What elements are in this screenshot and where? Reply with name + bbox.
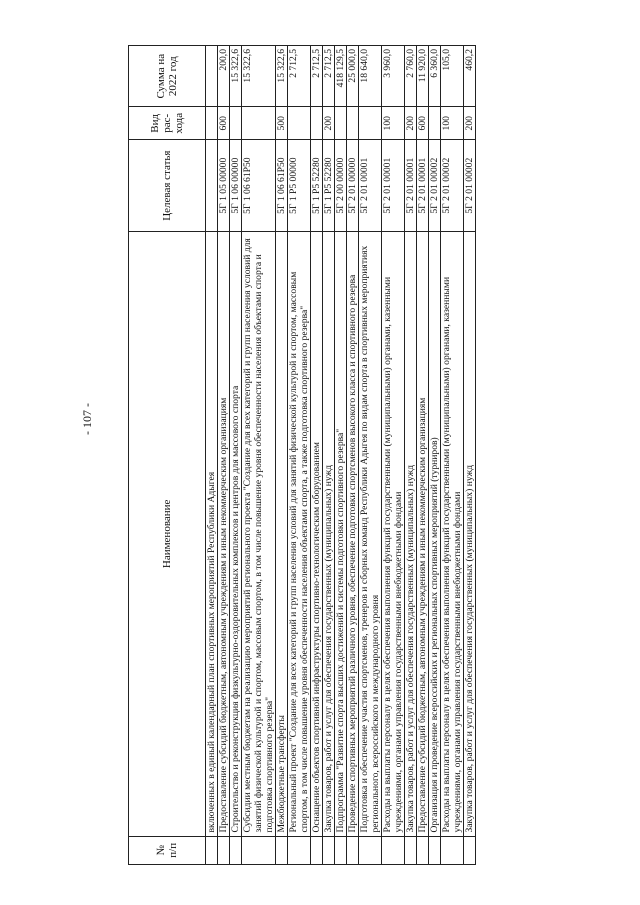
cell-num xyxy=(323,836,335,864)
table-row xyxy=(429,46,441,865)
cell-kind xyxy=(288,107,311,140)
cell-name: Расходы на выплаты персоналу в целях обеспечения выполнения функций государственными (муниципальными) органами, казенными учреждениями, органами управления государственными внебюджетными фондами xyxy=(441,232,464,836)
table-row xyxy=(359,46,382,865)
cell-target: 5Г 2 01 00002 xyxy=(441,140,464,232)
table-row xyxy=(230,46,242,865)
cell-name: Субсидии местным бюджетам на реализацию мероприятий регионального проекта "Создание для всех категорий и групп населения условий для занятий физической культурой и спортом, массовым спортом, в том числе повышение уровня обеспеченности населения объектами спорта и подготовка спортивного резерва" xyxy=(242,232,276,836)
cell-kind: 500 xyxy=(276,107,288,140)
header-num: № п/п xyxy=(129,836,206,864)
cell-sum: 105,0 xyxy=(441,46,464,107)
cell-kind xyxy=(206,107,218,140)
cell-name: Строительство и реконструкция физкультурно-оздоровительных комплексов и центров для массового спорта xyxy=(230,232,242,836)
cell-name: Организация и проведение всероссийских и региональных спортивных мероприятий (турниров) xyxy=(429,232,441,836)
cell-num xyxy=(230,836,242,864)
table-row xyxy=(417,46,429,865)
cell-kind xyxy=(429,107,441,140)
cell-sum: 15 322,6 xyxy=(230,46,242,107)
cell-num xyxy=(464,836,476,864)
cell-target: 5Г 2 01 00000 xyxy=(347,140,359,232)
header-sum: Сумма на 2022 год xyxy=(129,46,206,107)
table-row xyxy=(335,46,347,865)
cell-kind: 200 xyxy=(405,107,417,140)
cell-sum: 15 322,6 xyxy=(276,46,288,107)
cell-name: включенных в единый календарный план спортивных мероприятий Республики Адыгея xyxy=(206,232,218,836)
cell-num xyxy=(206,836,218,864)
cell-target: 5Г 2 01 00002 xyxy=(464,140,476,232)
cell-kind: 600 xyxy=(218,107,230,140)
cell-num xyxy=(417,836,429,864)
cell-target xyxy=(206,140,218,232)
page-number: - 107 - xyxy=(80,403,94,435)
cell-target: 5Г 1 06 61Р50 xyxy=(242,140,276,232)
header-target: Целевая статья xyxy=(129,140,206,232)
cell-target: 5Г 2 00 00000 xyxy=(335,140,347,232)
cell-sum xyxy=(206,46,218,107)
cell-kind: 200 xyxy=(323,107,335,140)
cell-target: 5Г 1 Р5 52280 xyxy=(311,140,323,232)
table-row xyxy=(347,46,359,865)
cell-target: 5Г 1 Р5 52280 xyxy=(323,140,335,232)
cell-kind: 600 xyxy=(417,107,429,140)
cell-sum: 18 640,0 xyxy=(359,46,382,107)
table-row xyxy=(242,46,276,865)
cell-name: Закупка товаров, работ и услуг для обеспечения государственных (муниципальных) нужд xyxy=(323,232,335,836)
cell-name: Закупка товаров, работ и услуг для обеспечения государственных (муниципальных) нужд xyxy=(464,232,476,836)
cell-sum: 2 712,5 xyxy=(311,46,323,107)
cell-name: Расходы на выплаты персоналу в целях обеспечения выполнения функций государственными (муниципальными) органами, казенными учреждениями, органами управления государственными внебюджетными фондами xyxy=(382,232,405,836)
cell-sum: 2 712,5 xyxy=(288,46,311,107)
table-row xyxy=(323,46,335,865)
table-row xyxy=(206,46,218,865)
cell-name: Подготовка и обеспечение участия спортсменов, тренеров и сборных команд Республики Адыгея по видам спорта в спортивных мероприятиях регионального, всероссийского и международного уровня xyxy=(359,232,382,836)
table-header-row xyxy=(129,46,206,865)
cell-sum: 6 360,0 xyxy=(429,46,441,107)
cell-num xyxy=(347,836,359,864)
cell-kind xyxy=(242,107,276,140)
cell-sum: 418 129,5 xyxy=(335,46,347,107)
cell-name: Предоставление субсидий бюджетным, автономным учреждениям и иным некоммерческим организациям xyxy=(218,232,230,836)
cell-target: 5Г 1 05 00000 xyxy=(218,140,230,232)
cell-sum: 25 000,0 xyxy=(347,46,359,107)
cell-num xyxy=(382,836,405,864)
budget-table xyxy=(128,45,476,865)
cell-num xyxy=(405,836,417,864)
cell-num xyxy=(288,836,311,864)
cell-target: 5Г 1 06 61Р50 xyxy=(276,140,288,232)
table-row xyxy=(311,46,323,865)
cell-target: 5Г 2 01 00002 xyxy=(429,140,441,232)
cell-name: Межбюджетные трансферты xyxy=(276,232,288,836)
cell-kind: 200 xyxy=(464,107,476,140)
cell-sum: 15 322,6 xyxy=(242,46,276,107)
cell-num xyxy=(311,836,323,864)
cell-num xyxy=(429,836,441,864)
table-row xyxy=(405,46,417,865)
cell-name: Проведение спортивных мероприятий различного уровня, обеспечение подготовки спортсменов высокого класса и спортивного резерва xyxy=(347,232,359,836)
cell-sum: 460,2 xyxy=(464,46,476,107)
cell-kind: 100 xyxy=(382,107,405,140)
table-row xyxy=(218,46,230,865)
cell-kind xyxy=(335,107,347,140)
cell-name: Подпрограмма "Развитие спорта высших достижений и системы подготовки спортивного резерва" xyxy=(335,232,347,836)
table-row xyxy=(464,46,476,865)
cell-kind xyxy=(359,107,382,140)
cell-name: Оснащение объектов спортивной инфраструктуры спортивно-технологическим оборудованием xyxy=(311,232,323,836)
header-kind: Вид рас-хода xyxy=(129,107,206,140)
cell-target: 5Г 1 Р5 00000 xyxy=(288,140,311,232)
cell-sum: 200,0 xyxy=(218,46,230,107)
cell-sum: 2 712,5 xyxy=(323,46,335,107)
cell-kind xyxy=(230,107,242,140)
cell-num xyxy=(218,836,230,864)
cell-num xyxy=(242,836,276,864)
rotated-page xyxy=(128,45,598,865)
table-body xyxy=(206,46,476,865)
table-row xyxy=(441,46,464,865)
table-row xyxy=(382,46,405,865)
cell-sum: 11 920,0 xyxy=(417,46,429,107)
header-name: Наименование xyxy=(129,232,206,836)
table-row xyxy=(288,46,311,865)
cell-kind xyxy=(311,107,323,140)
cell-num xyxy=(276,836,288,864)
cell-num xyxy=(441,836,464,864)
cell-kind: 100 xyxy=(441,107,464,140)
cell-kind xyxy=(347,107,359,140)
cell-target: 5Г 2 01 00001 xyxy=(359,140,382,232)
cell-name: Предоставление субсидий бюджетным, автономным учреждениям и иным некоммерческим организациям xyxy=(417,232,429,836)
table-row xyxy=(276,46,288,865)
cell-sum: 2 760,0 xyxy=(405,46,417,107)
cell-name: Закупка товаров, работ и услуг для обеспечения государственных (муниципальных) нужд xyxy=(405,232,417,836)
cell-target: 5Г 2 01 00001 xyxy=(382,140,405,232)
cell-sum: 3 960,0 xyxy=(382,46,405,107)
cell-num xyxy=(359,836,382,864)
cell-target: 5Г 1 06 00000 xyxy=(230,140,242,232)
cell-target: 5Г 2 01 00001 xyxy=(405,140,417,232)
cell-target: 5Г 2 01 00001 xyxy=(417,140,429,232)
cell-num xyxy=(335,836,347,864)
cell-name: Региональный проект "Создание для всех категорий и групп населения условий для занятий физической культурой и спортом, массовым спортом, в том числе повышение уровня обеспеченности населения объектами спорта, а также подготовка спортивного резерва" xyxy=(288,232,311,836)
